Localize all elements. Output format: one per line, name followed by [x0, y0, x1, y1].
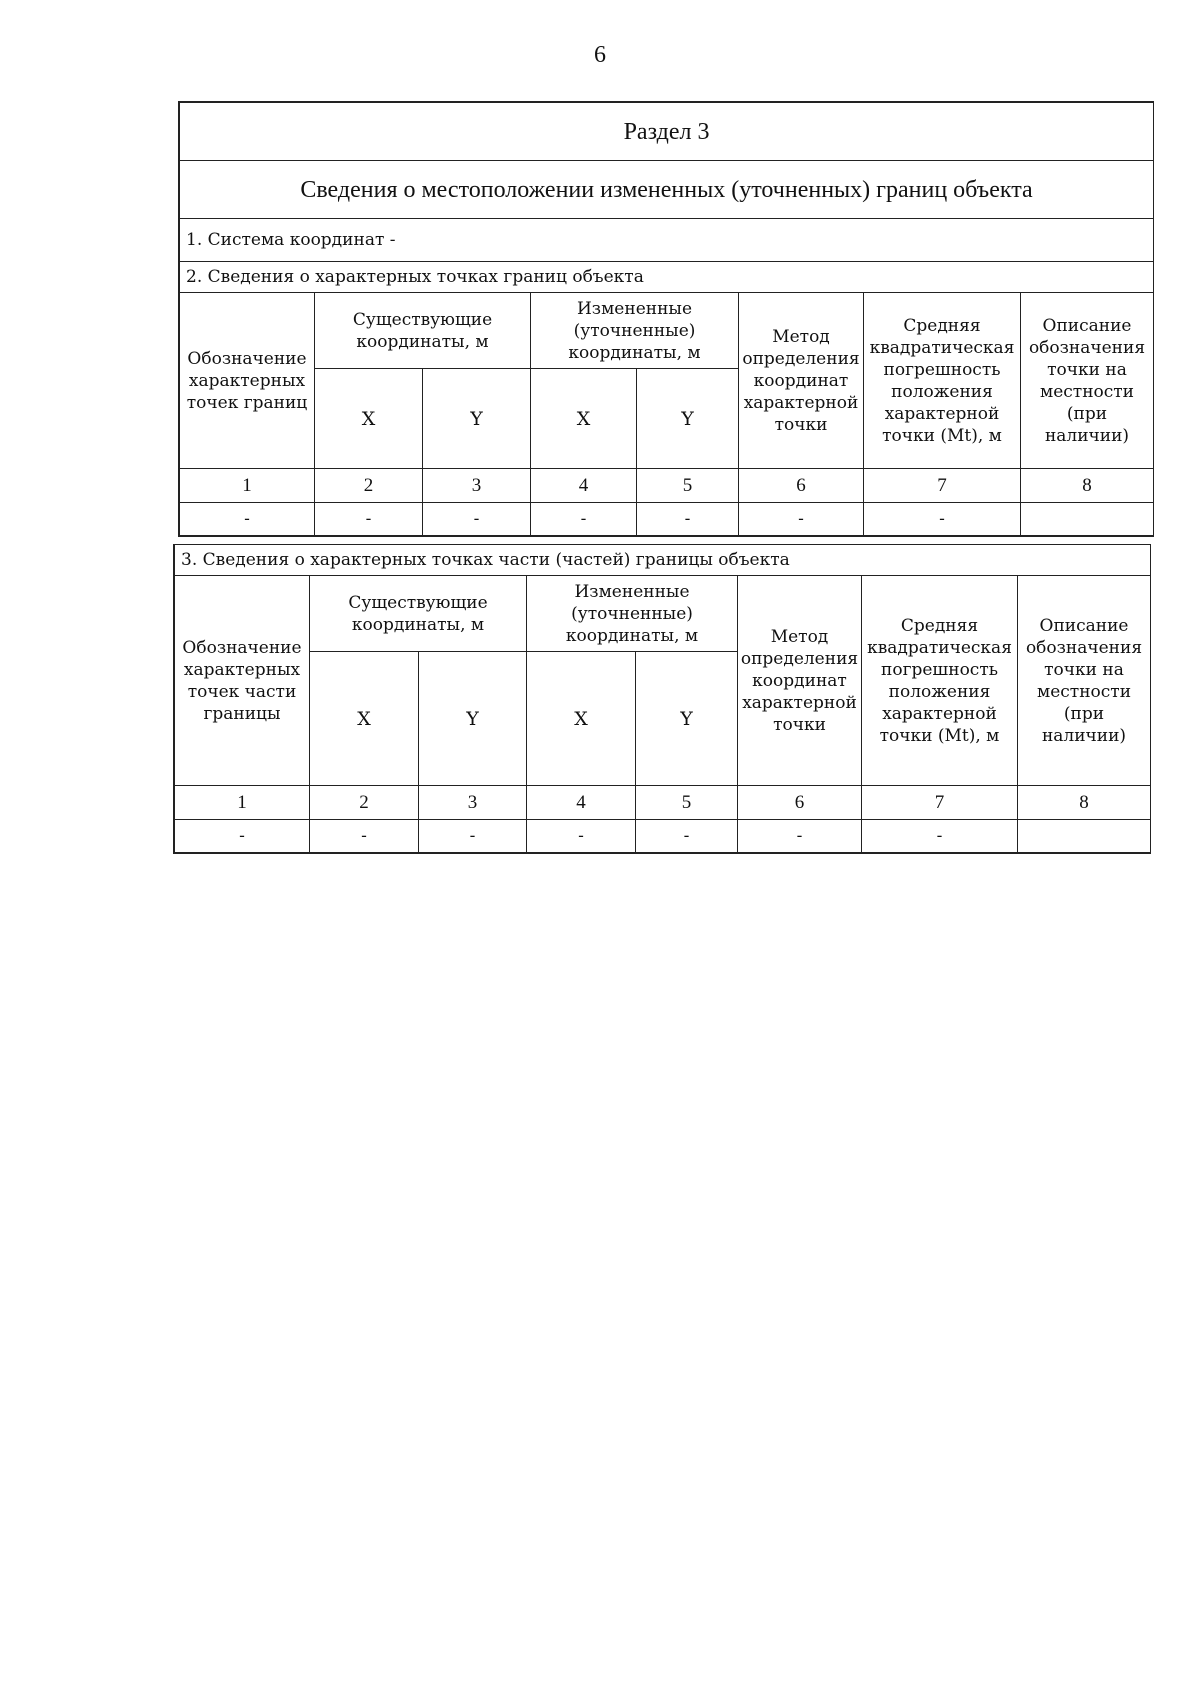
- part3-header-changed-y: Y: [636, 652, 738, 786]
- part3-header-error: Средняя квадратическая погрешность положения характерной точки (Mt), м: [862, 576, 1018, 786]
- part3-header-changed: Измененные (уточненные) координаты, м: [527, 576, 738, 652]
- table-cell: -: [531, 503, 637, 536]
- part2-colnum: 2: [315, 469, 423, 503]
- part3-header-existing: Существующие координаты, м: [310, 576, 527, 652]
- part3-colnum: 6: [738, 786, 862, 820]
- page-number: 6: [594, 42, 606, 68]
- part3-colnum: 3: [419, 786, 527, 820]
- table-cell: -: [310, 820, 419, 853]
- part2-colnum: 8: [1021, 469, 1154, 503]
- part3-header-changed-x: X: [527, 652, 636, 786]
- table-row: [175, 820, 1151, 853]
- part2-header-method: Метод определения координат характерной точки: [739, 293, 864, 469]
- part2-colnum: 1: [180, 469, 315, 503]
- table-cell: -: [527, 820, 636, 853]
- part3-header-existing-y: Y: [419, 652, 527, 786]
- section-3-frame: [178, 101, 1154, 537]
- part2-header-changed-x: X: [531, 369, 637, 469]
- table-cell: -: [315, 503, 423, 536]
- part3-colnum: 8: [1018, 786, 1151, 820]
- table-row: [180, 503, 1154, 536]
- part2-header-existing-y: Y: [423, 369, 531, 469]
- table-cell: -: [637, 503, 739, 536]
- part2-header-description: Описание обозначения точки на местности (при наличии): [1021, 293, 1154, 469]
- table-cell: [1021, 503, 1154, 536]
- part3-colnum: 5: [636, 786, 738, 820]
- table-cell: -: [423, 503, 531, 536]
- section-subtitle: Сведения о местоположении измененных (уточненных) границ объекта: [180, 161, 1154, 219]
- part3-header-existing-x: X: [310, 652, 419, 786]
- part2-colnum: 5: [637, 469, 739, 503]
- part2-colnum: 6: [739, 469, 864, 503]
- part2-colnum: 7: [864, 469, 1021, 503]
- table-cell: -: [419, 820, 527, 853]
- coordinate-system: 1. Система координат -: [180, 219, 1154, 262]
- table-cell: -: [738, 820, 862, 853]
- part3-colnum: 2: [310, 786, 419, 820]
- table-cell: -: [862, 820, 1018, 853]
- part3-header-description: Описание обозначения точки на местности (при наличии): [1018, 576, 1151, 786]
- table-cell: -: [175, 820, 310, 853]
- part2-header-existing: Существующие координаты, м: [315, 293, 531, 369]
- part2-header-existing-x: X: [315, 369, 423, 469]
- part3-header-method: Метод определения координат характерной точки: [738, 576, 862, 786]
- section-title: Раздел 3: [180, 103, 1154, 161]
- part2-header-error: Средняя квадратическая погрешность положения характерной точки (Mt), м: [864, 293, 1021, 469]
- part3-header-designation: Обозначение характерных точек части границы: [175, 576, 310, 786]
- table-cell: -: [864, 503, 1021, 536]
- part2-header-designation: Обозначение характерных точек границ: [180, 293, 315, 469]
- table-cell: -: [739, 503, 864, 536]
- part3-colnum: 7: [862, 786, 1018, 820]
- part2-header-changed-y: Y: [637, 369, 739, 469]
- part3-colnum: 4: [527, 786, 636, 820]
- part2-colnum: 3: [423, 469, 531, 503]
- table-cell: -: [180, 503, 315, 536]
- part3-frame: [173, 544, 1151, 854]
- part3-table: [174, 544, 1151, 853]
- part2-header-changed: Измененные (уточненные) координаты, м: [531, 293, 739, 369]
- part2-table: [179, 102, 1154, 536]
- table-cell: -: [636, 820, 738, 853]
- part3-colnum: 1: [175, 786, 310, 820]
- part2-heading: 2. Сведения о характерных точках границ объекта: [180, 262, 1154, 293]
- table-cell: [1018, 820, 1151, 853]
- part3-heading: 3. Сведения о характерных точках части (частей) границы объекта: [175, 545, 1151, 576]
- part2-colnum: 4: [531, 469, 637, 503]
